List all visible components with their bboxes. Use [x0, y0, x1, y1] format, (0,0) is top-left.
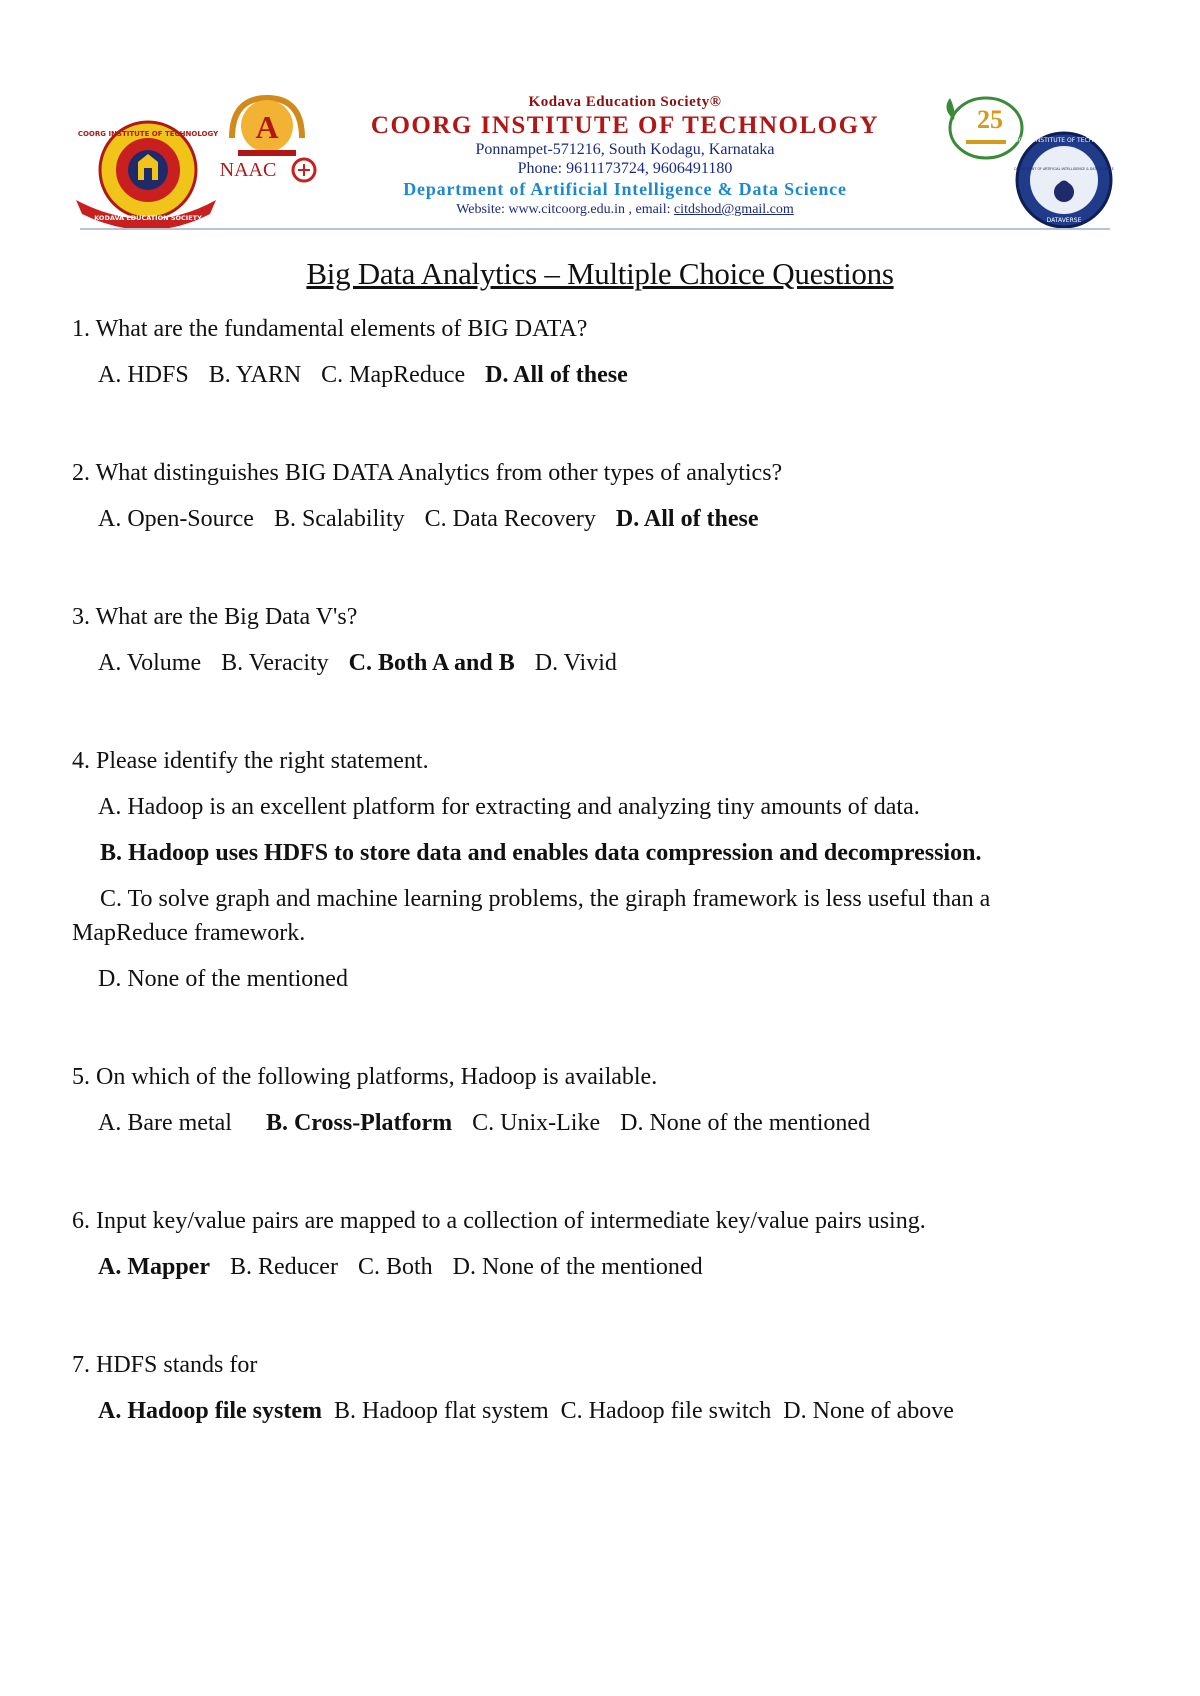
naac-grade: A	[255, 109, 279, 145]
option-b-answer: B. Cross-Platform	[265, 1110, 453, 1136]
question-text: 3. What are the Big Data V's?	[72, 604, 358, 630]
question-text: 4. Please identify the right statement.	[72, 748, 429, 774]
option-d: D. Vivid	[534, 650, 617, 676]
question-text: 5. On which of the following platforms, Hadoop is available.	[72, 1064, 658, 1090]
seal-ribbon-text: KODAVA EDUCATION SOCIETY	[94, 214, 202, 222]
question-text: 7. HDFS stands for	[72, 1352, 258, 1378]
option-row	[72, 1250, 1112, 1284]
question-7	[72, 1348, 1112, 1428]
option-b: B. Hadoop flat system	[334, 1398, 549, 1424]
header-divider	[80, 228, 1110, 230]
institute-seal-logo	[70, 120, 220, 228]
option-c: C. Hadoop file switch	[560, 1398, 772, 1424]
institution-header	[320, 92, 930, 218]
society-name: Kodava Education Society®	[528, 94, 722, 110]
department-seal-logo	[1005, 130, 1123, 230]
option-b: B. YARN	[208, 362, 302, 388]
option-a-answer: A. Mapper	[98, 1254, 210, 1280]
email-link[interactable]: citdshod@gmail.com	[673, 202, 794, 217]
option-row	[72, 358, 1112, 392]
option-b: B. Veracity	[221, 650, 329, 676]
option-c: C. Unix-Like	[472, 1110, 601, 1136]
dept-seal-ribbon: DATAVERSE	[1046, 217, 1082, 224]
question-3	[72, 600, 1112, 680]
website-text: Website: www.citcoorg.edu.in , email:	[456, 202, 674, 217]
question-1	[72, 312, 1112, 392]
question-text: 6. Input key/value pairs are mapped to a collection of intermediate key/value pairs using.	[72, 1208, 926, 1234]
option-row	[72, 646, 1112, 680]
question-5	[72, 1060, 1112, 1140]
option-b-answer: B. Hadoop uses HDFS to store data and enables data compression and decompression.	[100, 840, 982, 866]
anniversary-number: 25	[977, 105, 1003, 134]
option-d: D. None of the mentioned	[620, 1110, 871, 1136]
question-4	[72, 744, 1112, 996]
question-6	[72, 1204, 1112, 1284]
institute-address: Ponnampet-571216, South Kodagu, Karnataka	[475, 141, 775, 158]
page-title: Big Data Analytics – Multiple Choice Questions	[306, 256, 894, 291]
letterhead	[70, 92, 1130, 232]
option-a: A. Hadoop is an excellent platform for extracting and analyzing tiny amounts of data.	[98, 794, 920, 820]
option-c: C. Both	[357, 1254, 433, 1280]
department-name: Department of Artificial Intelligence & Data Science	[403, 179, 847, 199]
option-a: A. HDFS	[98, 362, 189, 388]
option-d-answer: D. All of these	[615, 506, 759, 532]
option-a: A. Volume	[98, 650, 202, 676]
option-c: C. MapReduce	[321, 362, 466, 388]
option-c: C. Data Recovery	[424, 506, 596, 532]
option-d: D. None of above	[783, 1398, 954, 1424]
naac-badge	[212, 94, 322, 194]
institute-name: COORG INSTITUTE OF TECHNOLOGY	[370, 112, 880, 139]
option-b: B. Scalability	[273, 506, 405, 532]
institute-phone: Phone: 9611173724, 9606491180	[517, 160, 733, 177]
dept-seal-text: COORG INSTITUTE OF TECHNOLOGY	[1009, 137, 1119, 144]
option-a: A. Bare metal	[98, 1110, 232, 1136]
option-row	[72, 1394, 1112, 1428]
question-text: 2. What distinguishes BIG DATA Analytics from other types of analytics?	[72, 460, 783, 486]
option-d: D. None of the mentioned	[98, 966, 348, 992]
dept-seal-dept: DEPARTMENT OF ARTIFICIAL INTELLIGENCE & DATA SCIENCE	[1014, 167, 1114, 171]
option-d: D. None of the mentioned	[452, 1254, 703, 1280]
option-a: A. Open-Source	[98, 506, 254, 532]
option-row	[72, 1106, 1112, 1140]
option-c-answer: C. Both A and B	[348, 650, 515, 676]
option-d-answer: D. All of these	[485, 362, 628, 388]
question-2	[72, 456, 1112, 536]
question-list	[72, 312, 1112, 1492]
option-c: C. To solve graph and machine learning problems, the giraph framework is less useful than a MapReduce framework.	[72, 886, 991, 946]
naac-text: NAAC	[219, 159, 277, 181]
option-row	[72, 502, 1112, 536]
question-text: 1. What are the fundamental elements of BIG DATA?	[72, 316, 588, 342]
option-b: B. Reducer	[229, 1254, 338, 1280]
website-line	[320, 202, 930, 218]
option-a-answer: A. Hadoop file system	[98, 1398, 322, 1424]
seal-text: COORG INSTITUTE OF TECHNOLOGY	[77, 130, 219, 138]
